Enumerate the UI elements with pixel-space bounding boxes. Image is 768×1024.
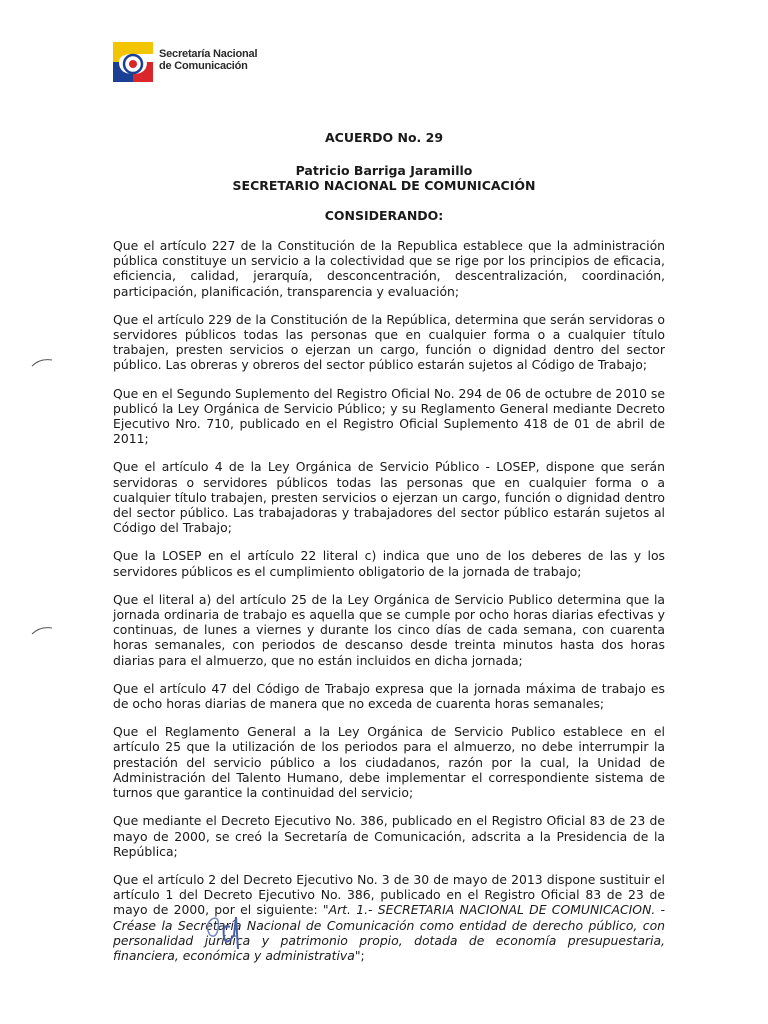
paragraph-10 [113,872,665,963]
secretary-title: SECRETARIO NACIONAL DE COMUNICACIÓN [232,178,536,193]
paragraph-1: Que el artículo 227 de la Constitución de la Republica establece que la administración pública constituye un servicio a la colectividad que se rige por los principios de eficacia, eficiencia, calidad, jerarquía, desconcentración, descentralización, coordinación, participación, planificación, transparencia y evaluación; [113,238,665,299]
margin-mark-icon [30,625,54,635]
paragraph-7: Que el artículo 47 del Código de Trabajo expresa que la jornada máxima de trabajo es de ocho horas diarias de manera que no exceda de cuarenta horas semanales; [113,680,665,712]
logo-text [159,48,257,72]
paragraph-9: Que mediante el Decreto Ejecutivo No. 386, publicado en el Registro Oficial 83 de 23 de mayo de 2000, se creó la Secretaría de Comunicación, adscrita a la Presidencia de la República; [113,813,665,859]
secretary-name: Patricio Barriga Jaramillo [295,163,473,178]
agreement-number: ACUERDO No. 29 [324,130,444,145]
logo-line-2: de Comunicación [159,60,248,72]
paragraph-8: Que el Reglamento General a la Ley Orgánica de Servicio Publico establece en el artículo 25 que la utilización de los periodos para el almuerzo, no debe interrumpir la prestación del servicio público a los ciudadanos, razón por la cual, la Unidad de Administración del Talento Humano, debe implementar el correspondiente sistema de turnos que garantice la continuidad del servicio; [113,724,665,801]
paragraph-4: Que el artículo 4 de la Ley Orgánica de Servicio Público - LOSEP, dispone que serán servidoras o servidores públicos todas las personas que en cualquier forma o a cualquier título trabajen, presten servicios o ejerzan un cargo, función o dignidad dentro del sector público. Las trabajadoras y trabajadores del sector público estarán sujetos al Código del Trabajo; [113,459,665,536]
considerando-heading: CONSIDERANDO: [324,208,444,223]
paragraph-3: Que en el Segundo Suplemento del Registro Oficial No. 294 de 06 de octubre de 2010 se publicó la Ley Orgánica de Servicio Público; y su Reglamento General mediante Decreto Ejecutivo Nro. 710, publicado en el Registro Oficial Suplemento 418 de 01 de abril de 2011; [113,385,665,447]
logo-mark-icon [111,40,155,84]
document-body [113,238,665,976]
handwritten-initials-icon [200,905,260,955]
paragraph-2: Que el artículo 229 de la Constitución de la República, determina que serán servidoras o servidores públicos todas las personas que en cualquier forma o a cualquier título trabajen, presten servicios o ejerzan un cargo, función o dignidad dentro del sector público. Las obreras y obreros del sector público estarán sujetos al Código de Trabajo; [113,311,665,373]
paragraph-10-tail: ; [360,947,365,963]
paragraph-10-quote: "Art. 1.- SECRETARIA NACIONAL DE COMUNICACION. - Créase la Secretaría Nacional de Comunicación como entidad de derecho público, con personalidad jurídica y patrimonio propio, dotada de economía presupuestaria, financiera, económica y administrativa" [113,902,666,963]
institution-logo [111,40,261,84]
margin-mark-icon [30,357,54,367]
paragraph-10-lead: Que el artículo 2 del Decreto Ejecutivo No. 3 de 30 de mayo de 2013 dispone sustituir el artículo 1 del Decreto Ejecutivo No. 386, publicado en el Registro Oficial 83 de 23 de mayo de 2000, por el siguiente: [113,871,665,918]
paragraph-6: Que el literal a) del artículo 25 de la Ley Orgánica de Servicio Publico determina que la jornada ordinaria de trabajo es aquella que se cumple por ocho horas diarias efectivas y continuas, de lunes a viernes y durante los cinco días de cada semana, con cuarenta horas semanales, con periodos de descanso desde treinta minutos hasta dos horas diarias para el almuerzo, que no están incluidos en dicha jornada; [113,591,665,668]
paragraph-5: Que la LOSEP en el artículo 22 literal c) indica que uno de los deberes de las y los servidores públicos es el cumplimiento obligatorio de la jornada de trabajo; [113,548,665,579]
logo-line-1: Secretaría Nacional [159,48,258,60]
